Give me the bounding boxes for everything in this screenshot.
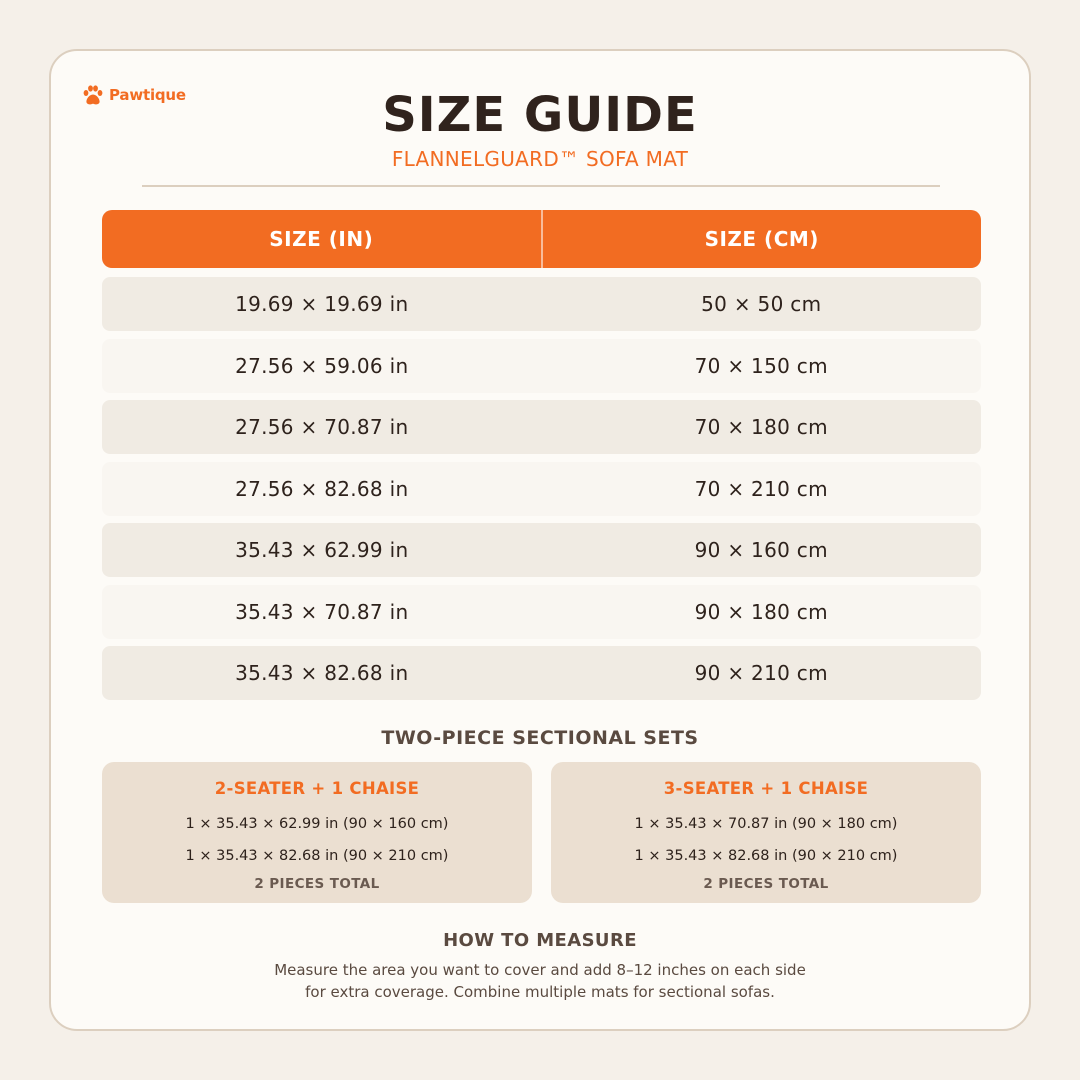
size-inches-cell: 35.43 × 62.99 in	[235, 538, 409, 562]
size-inches-cell: 27.56 × 82.68 in	[235, 476, 409, 501]
table-row	[102, 523, 981, 577]
set-piece-line: 1 × 35.43 × 62.99 in (90 × 160 cm)	[185, 816, 449, 832]
size-cm-cell: 70 × 150 cm	[694, 353, 828, 378]
set-title: 2-SEATER + 1 CHAISE	[214, 779, 420, 798]
table-row	[102, 339, 981, 393]
sectional-set-card	[102, 762, 532, 903]
table-row	[102, 400, 981, 454]
how-to-measure-heading: HOW TO MEASURE	[443, 930, 637, 951]
set-title: 3-SEATER + 1 CHAISE	[663, 779, 869, 798]
size-cm-cell: 50 × 50 cm	[701, 292, 822, 316]
set-piece-line: 1 × 35.43 × 70.87 in (90 × 180 cm)	[634, 816, 898, 832]
table-row	[102, 277, 981, 331]
measure-line: for extra coverage. Combine multiple mats for sectional sofas.	[305, 983, 775, 1001]
page-title: SIZE GUIDE	[382, 87, 698, 143]
set-piece-line: 1 × 35.43 × 82.68 in (90 × 210 cm)	[634, 848, 898, 864]
column-header-cm: SIZE (CM)	[541, 210, 982, 268]
set-total: 2 PIECES TOTAL	[254, 876, 380, 892]
size-cm-cell: 90 × 180 cm	[694, 599, 828, 624]
size-cm-cell: 90 × 210 cm	[694, 661, 828, 685]
size-inches-cell: 27.56 × 70.87 in	[235, 415, 409, 439]
set-total: 2 PIECES TOTAL	[703, 876, 829, 892]
size-inches-cell: 35.43 × 82.68 in	[235, 661, 409, 685]
size-guide-card	[49, 49, 1031, 1031]
table-row	[102, 462, 981, 516]
set-piece-line: 1 × 35.43 × 82.68 in (90 × 210 cm)	[185, 848, 449, 864]
table-row	[102, 646, 981, 700]
size-cm-cell: 90 × 160 cm	[694, 538, 828, 562]
size-inches-cell: 19.69 × 19.69 in	[235, 292, 409, 316]
page-subtitle: FLANNELGUARD™ SOFA MAT	[391, 147, 689, 171]
column-header-inches: SIZE (IN)	[269, 227, 374, 251]
sectional-set-card	[551, 762, 981, 903]
measure-line: Measure the area you want to cover and add 8–12 inches on each side	[274, 961, 806, 979]
table-row	[102, 585, 981, 639]
size-table-header	[102, 210, 981, 268]
title-divider	[142, 185, 940, 187]
size-cm-cell: 70 × 210 cm	[694, 476, 828, 501]
size-inches-cell: 35.43 × 70.87 in	[235, 599, 409, 624]
size-inches-cell: 27.56 × 59.06 in	[235, 353, 409, 378]
sectional-sets-heading: TWO-PIECE SECTIONAL SETS	[381, 727, 699, 749]
how-to-measure-text	[51, 959, 1029, 1003]
size-table-body	[102, 277, 981, 708]
size-cm-cell: 70 × 180 cm	[694, 415, 828, 439]
brand-name: Pawtique	[109, 86, 186, 104]
